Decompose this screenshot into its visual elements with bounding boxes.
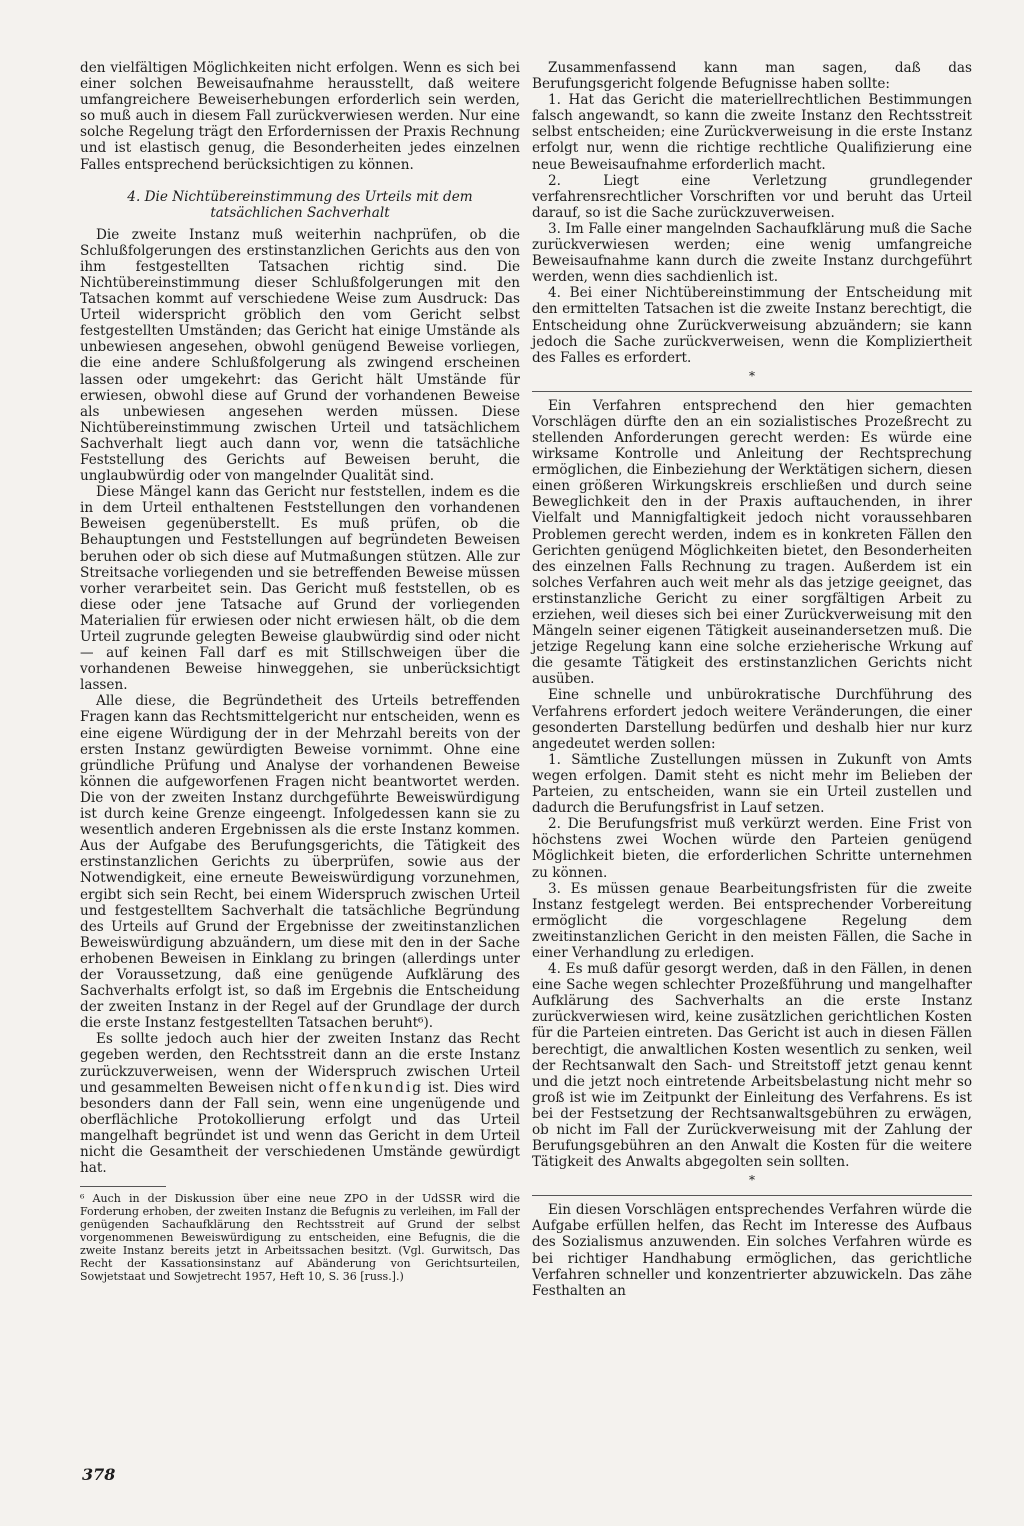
footnote-divider — [80, 1186, 166, 1187]
section-separator-star: * — [749, 368, 755, 383]
page-number: 378 — [82, 1465, 116, 1484]
paragraph: Ein diesen Vorschlägen entsprechendes Verfahren würde die Aufgabe erfüllen helfen, das Recht im Interesse des Aufbaus des Sozialismus anzuwenden. Ein solches Verfahren würde es bei richtiger Handhabung ermöglichen, das gerichtliche Verfahren schneller und konzentrierter abzuwickeln. Das zähe Festhalten an — [532, 1202, 972, 1299]
paragraph: Die zweite Instanz muß weiterhin nachprüfen, ob die Schlußfolgerungen des erstinstanzlichen Gerichts aus den von ihm festgestellten Tatsachen richtig sind. Die Nichtübereinstimmung dieser Schlußfolgerungen mit den Tatsachen kommt auf verschiedene Weise zum Ausdruck: Das Urteil widerspricht gröblich den vom Gericht selbst festgestellten Umständen; das Gericht hat einige Umstände als unbewiesen angesehen, obwohl genügend Beweise vorliegen, die eine andere Schlußfolgerung als zwingend erscheinen lassen oder umgekehrt: das Gericht hält Umstände für erwiesen, obwohl diese auf Grund der vorhandenen Beweise als unbewiesen angesehen werden müssen. Diese Nichtübereinstimmung zwischen Urteil und tatsächlichem Sachverhalt liegt auch dann vor, wenn die tatsächliche Feststellung des Gerichts auf Beweisen beruht, die unglaubwürdig oder von mangelnder Qualität sind. — [80, 226, 520, 485]
list-item: 2. Die Berufungsfrist muß verkürzt werden. Eine Frist von höchstens zwei Wochen würde den Parteien genügend Möglichkeit bieten, die erforderlichen Schritte unternehmen zu können. — [532, 816, 972, 881]
right-column — [532, 60, 972, 1299]
section-heading: 4. Die Nichtübereinstimmung des Urteils mit dem tatsächlichen Sachverhalt — [127, 188, 473, 221]
list-item: 3. Im Falle einer mangelnden Sachaufklärung muß die Sache zurückverwiesen werden; eine wenig umfangreiche Beweisaufnahme kann durch die zweite Instanz durchgeführt werden, wenn dies sachdienlich ist. — [532, 220, 972, 286]
emphasized-word: offenkundig — [318, 1079, 424, 1096]
divider-line — [532, 391, 972, 392]
paragraph-text: ist. Dies wird besonders dann der Fall sein, wenn eine ungenügende und oberflächliche Protokollierung erfolgt und das Urteil mangelhaft begründet ist und wenn das Gericht in dem Urteil nicht die Gesamtheit der verschiedenen Umstände gewürdigt hat. — [80, 1079, 520, 1177]
paragraph: Diese Mängel kann das Gericht nur feststellen, indem es die in dem Urteil enthaltenen Feststellungen den vorhandenen Beweisen gegenüberstellt. Es muß prüfen, ob die Behauptungen und Feststellungen auf begründeten Beweisen beruhen oder ob sich diese auf Mutmaßungen stützen. Alle zur Streitsache vorliegenden und sie betreffenden Beweise müssen vorher verarbeitet sein. Das Gericht muß feststellen, ob es diese oder jene Tatsache auf Grund der vorliegenden Materialien für erwiesen oder nicht erwiesen hält, ob die dem Urteil zugrunde gelegten Beweise glaubwürdig sind oder nicht — auf keinen Fall darf es mit Stillschweigen über die vorhandenen Beweise hinweggehen, sie unberücksichtigt lassen. — [80, 484, 520, 694]
paragraph: Alle diese, die Begründetheit des Urteils betreffenden Fragen kann das Rechtsmittelgericht nur entscheiden, wenn es eine eigene Würdigung der in der Mehrzahl bereits von der ersten Instanz gewürdigten Beweise vornimmt. Ohne eine gründliche Prüfung und Analyse der vorhandenen Beweise können die aufgeworfenen Fragen nicht beantwortet werden. Die von der zweiten Instanz durchgeführte Beweiswürdigung ist durch keine Grenze eingeengt. Infolgedessen kann sie zu wesentlich anderen Ergebnissen als die erste Instanz kommen. Aus der Aufgabe des Berufungsgerichts, die Tätigkeit des erstinstanzlichen Gerichts zu überprüfen, sowie aus der Notwendigkeit, eine erneute Beweiswürdigung vorzunehmen, ergibt sich sein Recht, bei einem Widerspruch zwischen Urteil und festgestelltem Sachverhalt die tatsächliche Begründung des Urteils auf Grund der Ergebnisse der zweitinstanzlichen Beweiswürdigung abzuändern, um diese mit den in der Sache erhobenen Beweisen in Einklang zu bringen (allerdings unter der Voraussetzung, daß eine genügende Aufklärung des Sachverhalts erfolgt ist, so daß im Ergebnis die Entscheidung der zweiten Instanz in der Regel auf der Grundlage der durch die erste Instanz festgestellten Tatsachen beruht⁶). — [80, 693, 520, 1032]
section-separator-star: * — [749, 1173, 755, 1188]
divider-line — [532, 1195, 972, 1196]
paragraph-text: Es sollte jedoch auch hier der zweiten Instanz das Recht gegeben werden, den Rechtsstreit dann an die erste Instanz zurückzuverweisen, wenn der Widerspruch zwischen Urteil und gesammelten Beweisen nicht — [80, 1031, 520, 1096]
list-item: 2. Liegt eine Verletzung grundlegender verfahrensrechtlicher Vorschriften vor und beruht das Urteil darauf, so ist die Sache zurückzuverweisen. — [532, 172, 972, 221]
list-item: 1. Hat das Gericht die materiellrechtlichen Bestimmungen falsch angewandt, so kann die zweite Instanz den Rechtsstreit selbst entscheiden; eine Zurückverweisung in die erste Instanz erfolgt nur, wenn die richtige rechtliche Qualifizierung eine neue Beweisaufnahme erforderlich macht. — [532, 92, 972, 173]
paragraph: Eine schnelle und unbürokratische Durchführung des Verfahrens erfordert jedoch weitere Veränderungen, die einer gesonderten Darstellung bedürfen und deshalb hier nur kurz angedeutet werden sollen: — [532, 687, 972, 752]
paragraph: Ein Verfahren entsprechend den hier gemachten Vorschlägen dürfte den an ein sozialistisches Prozeßrecht zu stellenden Anforderungen gerecht werden: Es würde eine wirksame Kontrolle und Anleitung der Rechtsprechung ermöglichen, die Einbeziehung der Werktätigen sichern, diesen einen größeren Wirkungskreis erschließen und durch seine Beweglichkeit den in der Praxis auftauchenden, in ihrer Vielfalt und Mannigfaltigkeit jedoch nicht voraussehbaren Problemen gerecht werden, indem es in konkreten Fällen den Gerichten genügend Möglichkeiten bietet, den Besonderheiten des einzelnen Falls Rechnung zu tragen. Außerdem ist ein solches Verfahren auch weit mehr als das jetzige geeignet, das erstinstanzliche Gericht zu einer sorgfältigen Arbeit zu erziehen, weil dieses sich bei einer Zurückverweisung mit den Mängeln seiner eigenen Tätigkeit auseinandersetzen muß. Die jetzige Regelung kann eine solche erzieherische Wrkung auf die gesamte Tätigkeit des erstinstanzlichen Gerichts nicht ausüben. — [532, 397, 972, 688]
paragraph: Zusammenfassend kann man sagen, daß das Berufungsgericht folgende Befugnisse haben sollte: — [532, 60, 972, 93]
list-item: 4. Es muß dafür gesorgt werden, daß in den Fällen, in denen eine Sache wegen schlechter Prozeßführung und mangelhafter Aufklärung des Sachverhalts an die erste Instanz zurückverwiesen wird, keine zusätzlichen gerichtlichen Kosten für die Parteien eintreten. Das Gericht ist auch in diesen Fällen berechtigt, die anwaltlichen Kosten wesentlich zu senken, weil der Rechtsanwalt den Sach- und Streitstoff jetzt genau kennt und die jetzt noch eintretende Arbeitsbelastung nicht mehr so groß ist wie im Zeitpunkt der Einleitung des Verfahrens. Es ist bei der Festsetzung der Rechtsanwaltsgebühren zu erwägen, ob nicht im Fall der Zurückverweisung mit der Zahlung der Berufungsgebühren an den Anwalt die Kosten für die weitere Tätigkeit des Anwalts abgegolten sein sollten. — [532, 961, 972, 1171]
left-column — [80, 60, 520, 1284]
list-item: 4. Bei einer Nichtübereinstimmung der Entscheidung mit den ermittelten Tatsachen ist die zweite Instanz berechtigt, die Entscheidung ohne Zurückverweisung abzuändern; sie kann jedoch die Sache zurückverweisen, wenn die Kompliziertheit des Falles es erfordert. — [532, 285, 972, 366]
intro-paragraph: den vielfältigen Möglichkeiten nicht erfolgen. Wenn es sich bei einer solchen Beweisaufnahme herausstellt, daß weitere umfangreichere Beweiserhebungen erforderlich sein werden, so muß auch in diesem Fall zurückverwiesen werden. Nur eine solche Regelung trägt den Erfordernissen der Praxis Rechnung und ist elastisch genug, die Besonderheiten jedes einzelnen Falles entsprechend berücksichtigen zu können. — [80, 60, 520, 173]
footnote: ⁶ Auch in der Diskussion über eine neue ZPO in der UdSSR wird die Forderung erhoben, der zweiten Instanz die Befugnis zu verleihen, im Fall der genügenden Sachaufklärung den Rechtsstreit auf Grund der selbst vorgenommenen Beweiswürdigung zu entscheiden, eine Befugnis, die die zweite Instanz bereits jetzt in Arbeitssachen besitzt. (Vgl. Gurwitsch, Das Recht der Kassationsinstanz auf Abänderung von Gerichtsurteilen, Sowjetstaat und Sowjetrecht 1957, Heft 10, S. 36 [russ.].) — [80, 1192, 520, 1283]
paragraph — [80, 1031, 520, 1176]
list-item: 3. Es müssen genaue Bearbeitungsfristen für die zweite Instanz festgelegt werden. Bei entsprechender Vorbereitung ermöglicht die vorgeschlagene Regelung dem zweitinstanzlichen Gericht in den meisten Fällen, die Sache in einer Verhandlung zu erledigen. — [532, 880, 972, 961]
list-item: 1. Sämtliche Zustellungen müssen in Zukunft von Amts wegen erfolgen. Damit steht es nicht mehr im Belieben der Parteien, zu entscheiden, wann sie ein Urteil zustellen und dadurch die Berufungsfrist in Lauf setzen. — [532, 751, 972, 817]
